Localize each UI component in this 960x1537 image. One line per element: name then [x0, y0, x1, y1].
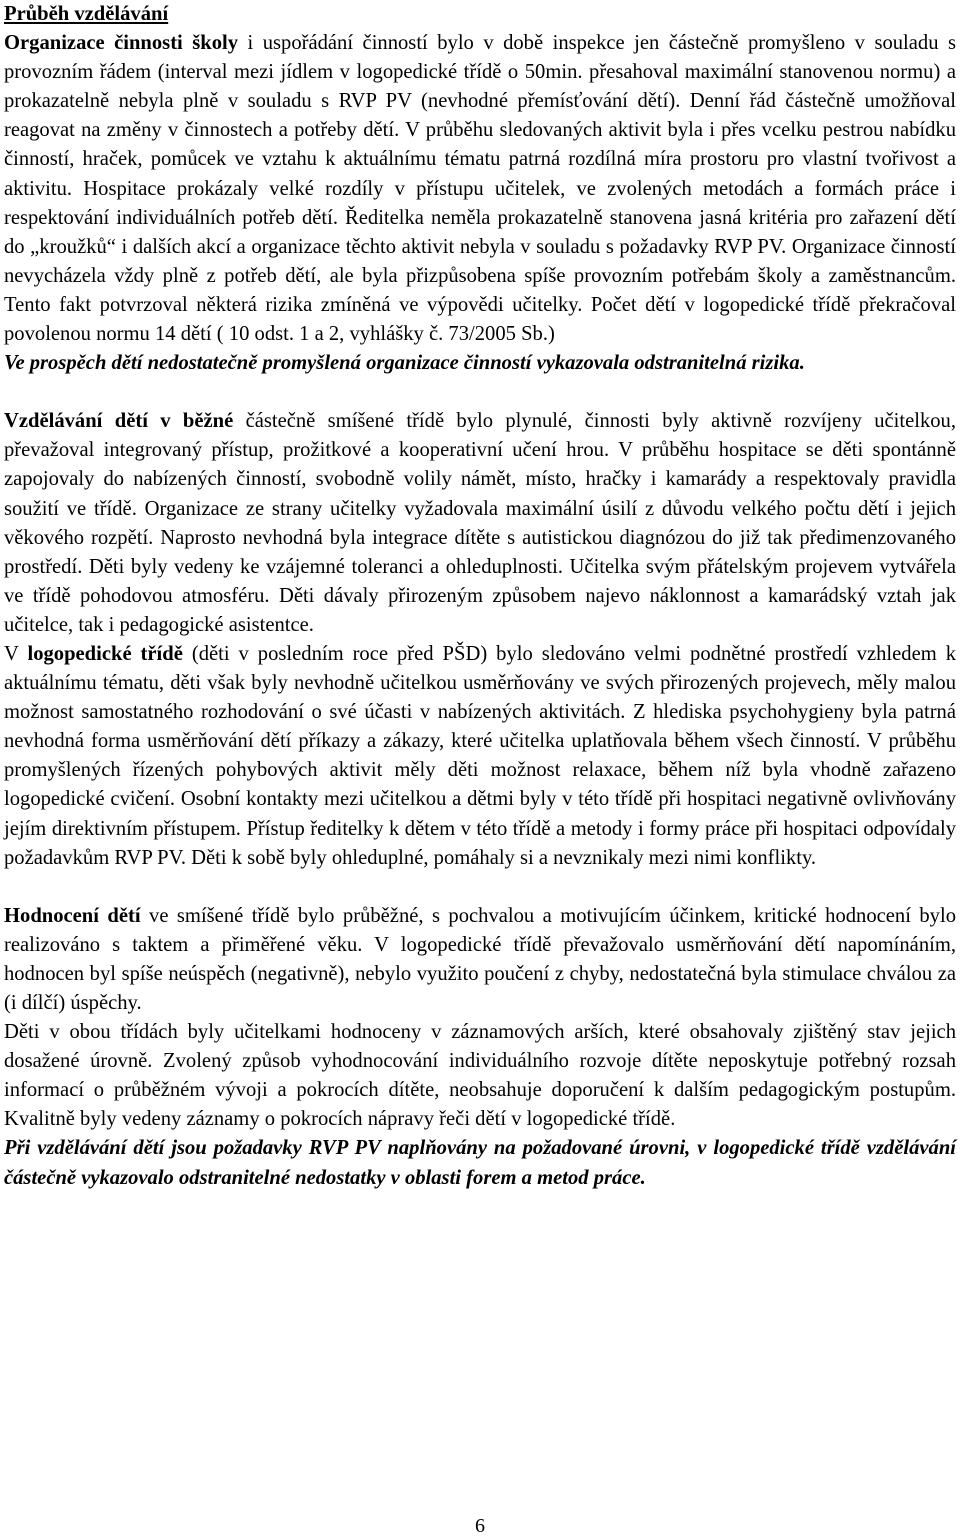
- education-mixed-text: částečně smíšené třídě bylo plynulé, činnosti byly aktivně rozvíjeny učitelkou, převažoval integrovaný přístup, prožitkové a kooperativní učení hrou. V průběhu hospitace se děti spontánně zapojovaly do nabízených činností, svobodně volily námět, místo, hračky i kamarády a respektovaly pravidla soužití ve třídě. Organizace ze strany učitelky vyžadovala maximální úsilí z důvodu velkého počtu dětí i jejich věkového rozpětí. Naprosto nevhodná byla integrace dítěte s autistickou diagnózou do již tak předimenzovaného prostředí. Děti byly vedeny ke vzájemné toleranci a ohleduplnosti. Učitelka svým přátelským projevem vytvářela ve třídě pohodovou atmosféru. Děti dávaly přirozeným způsobem najevo náklonnost a kamarádský vztah jak učitelce, tak i pedagogické asistentce.: [4, 410, 957, 636]
- evaluation-paragraph: [4, 902, 956, 1018]
- organization-paragraph: [4, 29, 956, 349]
- organization-text: i uspořádání činností bylo v době inspekce jen částečně promyšleno v souladu s provozním řádem (interval mezi jídlem v logopedické třídě o 50min. přesahoval maximální stanovenou normu) a prokazatelně nebyla plně v souladu s RVP PV (nevhodné přemísťování dětí). Denní řád částečně umožňoval reagovat na změny v činnostech a potřeby dětí. V průběhu sledovaných aktivit byla i přes vcelku pestrou nabídku činností, hraček, pomůcek ve vztahu k aktuálnímu tématu patrná rozdílná míra prostoru pro vlastní tvořivost a aktivitu. Hospitace prokázaly velké rozdíly v přístupu učitelek, ve zvolených metodách a formách práce i respektování individuálních potřeb dětí. Ředitelka neměla prokazatelně stanovena jasná kritéria pro zařazení dětí do „kroužků“ i dalších akcí a organizace těchto aktivit nebyla v souladu s požadavky RVP PV. Organizace činností nevycházela vždy plně z potřeb dětí, ale byla přizpůsobena spíše provozním potřebám školy a zaměstnancům. Tento fakt potvrzoval některá rizika zmíněná ve výpovědi učitelky. Počet dětí v logopedické třídě překračoval povolenou normu 14 dětí ( 10 odst. 1 a 2, vyhlášky č. 73/2005 Sb.): [4, 32, 957, 346]
- evaluation-lead: Hodnocení dětí: [4, 904, 141, 927]
- evaluation-conclusion: Při vzdělávání dětí jsou požadavky RVP PV naplňovány na požadované úrovni, v logopedické třídě vzdělávání částečně vykazovalo odstranitelné nedostatky v oblasti forem a metod práce.: [4, 1137, 956, 1189]
- paragraph-spacer: [4, 378, 956, 407]
- document-page: [4, 0, 956, 1193]
- education-speech-paragraph: [4, 640, 956, 873]
- section-heading: [4, 0, 956, 29]
- paragraph-spacer: [4, 873, 956, 902]
- education-speech-lead: logopedické třídě: [27, 642, 183, 665]
- page-number: 6: [475, 1515, 485, 1537]
- evaluation-records-paragraph: Děti v obou třídách byly učitelkami hodnoceny v záznamových arších, které obsahovaly zjištěný stav jejich dosažené úrovně. Zvolený způsob vyhodnocování individuálního rozvoje dítěte neposkytuje potřebný rozsah informací o průběžném vývoji a pokrocích dítěte, neobsahuje doporučení k dalším pedagogickým postupům. Kvalitně byly vedeny záznamy o pokrocích nápravy řeči dětí v logopedické třídě.: [4, 1021, 956, 1131]
- organization-lead: Organizace činnosti školy: [4, 32, 239, 55]
- education-mixed-paragraph: [4, 407, 956, 640]
- section-title: Průběh vzdělávání: [4, 3, 169, 25]
- evaluation-text: ve smíšené třídě bylo průběžné, s pochvalou a motivujícím účinkem, kritické hodnocení bylo realizováno s taktem a přiměřené věku. V logopedické třídě převažovalo usměrňování dětí napomínáním, hodnocen byl spíše neúspěch (negativně), nebylo využito poučení z chyby, nedostatečná byla stimulace chválou za (i dílčí) úspěchy.: [4, 904, 956, 1014]
- education-speech-text: (děti v posledním roce před PŠD) bylo sledováno velmi podnětné prostředí vzhledem k aktuálnímu tématu, děti však byly nevhodně učitelkou usměrňovány ve svých přirozených projevech, měly malou možnost samostatného rozhodování o své účasti v nabízených aktivitách. Z hlediska psychohygieny byla patrná nevhodná forma usměrňování dětí příkazy a zákazy, které učitelka uplatňovala během všech činností. V průběhu promyšlených řízených pohybových aktivit měly děti možnost relaxace, během níž byla vhodně zařazeno logopedické cvičení. Osobní kontakty mezi učitelkou a dětmi byly v této třídě při hospitaci negativně ovlivňovány jejím direktivním přístupem. Přístup ředitelky k dětem v této třídě a metody i formy práce při hospitaci odpovídaly požadavkům RVP PV. Děti k sobě byly ohleduplné, pomáhaly si a nevznikaly mezi nimi konflikty.: [4, 642, 956, 869]
- organization-conclusion: Ve prospěch dětí nedostatečně promyšlená organizace činností vykazovala odstranitelná rizika.: [4, 352, 805, 375]
- education-speech-prefix: V: [4, 642, 28, 665]
- education-mixed-lead: Vzdělávání dětí v běžné: [4, 410, 234, 433]
